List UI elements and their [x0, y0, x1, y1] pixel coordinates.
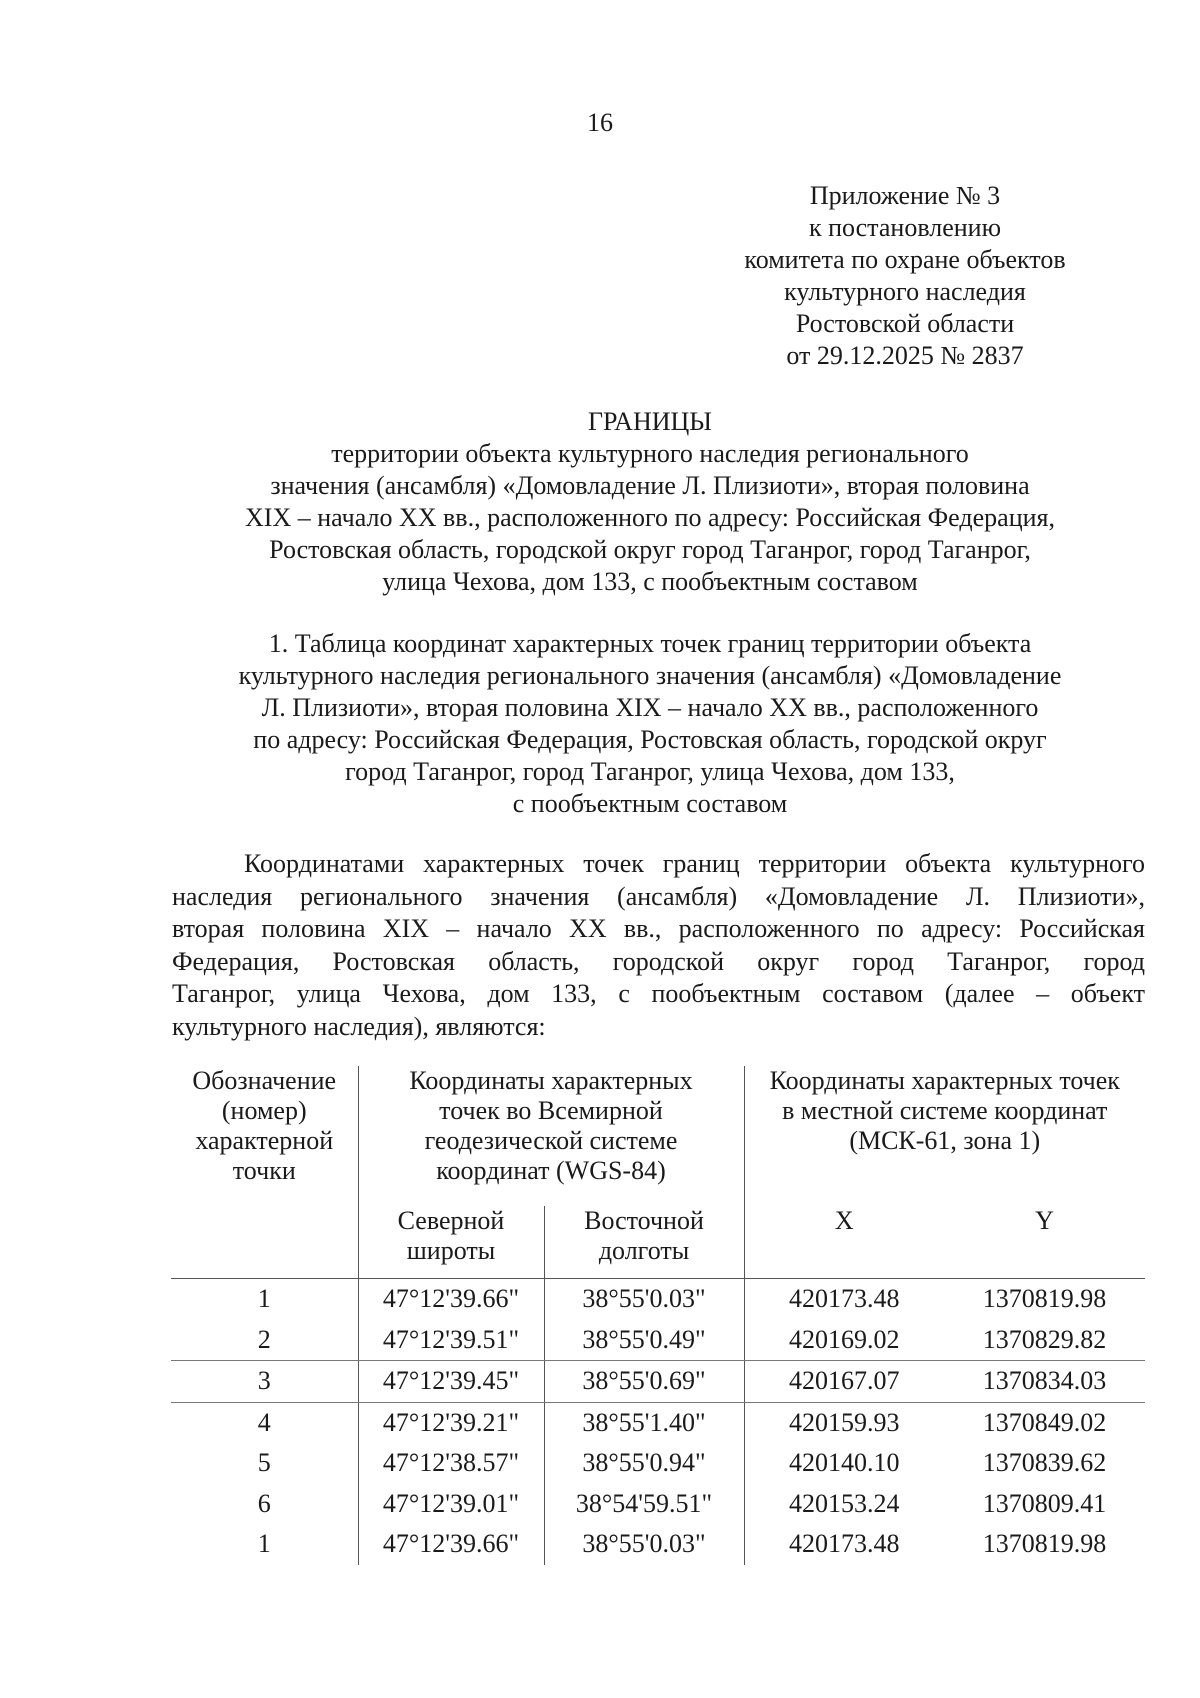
cell-point: 2 — [171, 1320, 358, 1361]
header-text: координат (WGS-84) — [436, 1156, 666, 1185]
title-heading: ГРАНИЦЫ — [588, 407, 712, 436]
cell-y: 1370834.03 — [944, 1361, 1145, 1403]
header-point-designation — [171, 1066, 358, 1279]
cell-x: 420153.24 — [744, 1484, 944, 1525]
header-text: (МСК-61, зона 1) — [849, 1126, 1041, 1155]
table-row — [171, 1443, 1145, 1484]
cell-y: 1370839.62 — [982, 1448, 1107, 1478]
paragraph-line: Координатами характерных точек границ территории объекта культурного — [244, 849, 1145, 878]
cell-longitude: 38°55'1.40" — [544, 1402, 744, 1443]
paragraph-line: Федерация, Ростовская область, городской округ город Таганрог, город — [172, 946, 1145, 976]
section-line: культурного наследия регионального значения (ансамбля) «Домовладение — [238, 661, 1062, 690]
cell-y: 1370819.98 — [944, 1279, 1145, 1320]
cell-point: 1 — [257, 1529, 271, 1559]
section-line: по адресу: Российская Федерация, Ростовская область, городской округ — [253, 725, 1047, 754]
appendix-line: культурного наследия — [784, 277, 1026, 306]
cell-latitude: 47°12'39.66" — [358, 1279, 544, 1320]
appendix-line: Ростовской области — [795, 309, 1015, 338]
appendix-line: Приложение № 3 — [809, 181, 1001, 210]
paragraph-line: Таганрог, улица Чехова, дом 133, с пообъектным составом (далее – объект — [172, 979, 1145, 1008]
paragraph-line: культурного наследия), являются: — [172, 1011, 546, 1041]
table-row — [171, 1361, 1145, 1403]
cell-x: 420159.93 — [744, 1402, 944, 1443]
cell-point: 6 — [257, 1488, 271, 1518]
cell-longitude: 38°55'0.49" — [544, 1320, 744, 1361]
paragraph-line: вторая половина XIX – начало XX вв., расположенного по адресу: Российская — [172, 914, 1145, 943]
cell-point: 1 — [171, 1279, 358, 1320]
cell-latitude: 47°12'39.66" — [358, 1524, 544, 1565]
cell-latitude: 47°12'39.51" — [358, 1320, 544, 1361]
cell-longitude: 38°55'0.94" — [544, 1443, 744, 1484]
cell-longitude: 38°55'0.69" — [544, 1361, 744, 1403]
header-text: (номер) — [221, 1096, 307, 1125]
page-number: 16 — [587, 108, 613, 137]
header-text: Северной — [397, 1206, 505, 1235]
cell-x: 420169.02 — [744, 1320, 944, 1361]
cell-y: 1370829.82 — [944, 1320, 1145, 1361]
cell-y: 1370809.41 — [982, 1488, 1107, 1518]
table-row — [171, 1524, 1145, 1565]
cell-y: 1370849.02 — [982, 1407, 1107, 1437]
header-text: Обозначение — [192, 1066, 337, 1095]
header-text: точки — [232, 1156, 296, 1185]
section-1-heading — [160, 628, 1140, 820]
header-text: точек во Всемирной — [439, 1096, 663, 1125]
header-text: в местной системе координат — [782, 1096, 1108, 1125]
coordinates-table — [171, 1066, 1145, 1565]
table-row — [171, 1320, 1145, 1361]
cell-latitude: 47°12'39.01" — [358, 1484, 544, 1525]
header-msk61 — [744, 1066, 1145, 1206]
appendix-block — [720, 180, 1090, 372]
cell-longitude: 38°55'0.03" — [544, 1524, 744, 1565]
table-row — [171, 1402, 1145, 1443]
cell-latitude: 47°12'39.21" — [358, 1402, 544, 1443]
cell-longitude: 38°54'59.51" — [544, 1484, 744, 1525]
cell-latitude: 47°12'39.45" — [358, 1361, 544, 1403]
appendix-line: к постановлению — [808, 213, 1002, 242]
header-text: долготы — [598, 1236, 690, 1265]
cell-x: 420140.10 — [744, 1443, 944, 1484]
header-wgs84 — [358, 1066, 744, 1206]
title-line: XIX – начало XX вв., расположенного по адресу: Российская Федерация, — [245, 503, 1055, 532]
cell-longitude: 38°55'0.03" — [544, 1279, 744, 1320]
title-line: территории объекта культурного наследия регионального — [331, 439, 969, 468]
document-title — [160, 406, 1140, 598]
cell-point: 4 — [257, 1407, 271, 1437]
appendix-line: комитета по охране объектов — [744, 245, 1066, 274]
header-text: геодезической системе — [424, 1126, 678, 1155]
section-line: город Таганрог, город Таганрог, улица Чехова, дом 133, — [345, 757, 955, 786]
header-longitude — [544, 1206, 744, 1279]
title-line: улица Чехова, дом 133, с пообъектным составом — [382, 567, 918, 596]
section-line: Л. Плизиоти», вторая половина XIX – начало XX вв., расположенного — [261, 693, 1039, 722]
appendix-line: от 29.12.2025 № 2837 — [786, 341, 1024, 370]
table-row — [171, 1484, 1145, 1525]
header-x: X — [744, 1206, 944, 1279]
cell-x: 420173.48 — [744, 1279, 944, 1320]
table-row — [171, 1279, 1145, 1320]
section-line: 1. Таблица координат характерных точек границ территории объекта — [268, 629, 1032, 658]
title-line: значения (ансамбля) «Домовладение Л. Плизиоти», вторая половина — [270, 471, 1030, 500]
cell-point: 5 — [257, 1448, 271, 1478]
cell-latitude: 47°12'38.57" — [358, 1443, 544, 1484]
header-text: Восточной — [584, 1206, 704, 1235]
header-text: широты — [406, 1236, 496, 1265]
header-latitude — [358, 1206, 544, 1279]
paragraph-line: наследия регионального значения (ансамбля) «Домовладение Л. Плизиоти», — [172, 881, 1145, 911]
cell-x: 420167.07 — [744, 1361, 944, 1403]
section-line: с пообъектным составом — [512, 789, 788, 818]
cell-y: 1370819.98 — [982, 1529, 1107, 1559]
header-text: Координаты характерных — [409, 1066, 693, 1095]
cell-x: 420173.48 — [744, 1524, 944, 1565]
title-line: Ростовская область, городской округ город Таганрог, город Таганрог, — [269, 535, 1031, 564]
header-text: Координаты характерных точек — [769, 1066, 1120, 1095]
cell-point: 3 — [171, 1361, 358, 1403]
header-y: Y — [1035, 1206, 1054, 1235]
header-text: характерной — [195, 1126, 334, 1155]
body-paragraph — [172, 848, 1145, 1043]
